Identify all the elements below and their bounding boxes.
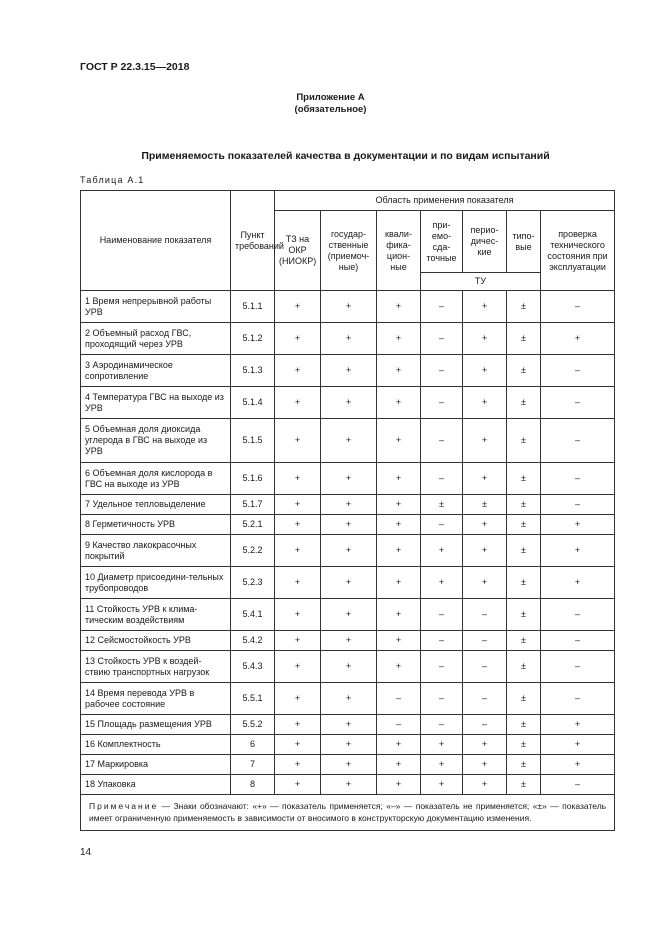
row-value: + [321, 495, 377, 515]
row-value: + [463, 567, 507, 599]
document-code: ГОСТ Р 22.3.15—2018 [80, 61, 190, 73]
applicability-table [80, 190, 615, 831]
row-value: + [377, 631, 421, 651]
row-value: – [541, 387, 615, 419]
row-value: + [377, 515, 421, 535]
appendix-title: Приложение А [296, 92, 365, 103]
row-value: + [321, 419, 377, 463]
row-name: 16 Комплектность [81, 735, 231, 755]
row-value: – [541, 775, 615, 795]
table-row [81, 355, 615, 387]
row-value: + [321, 515, 377, 535]
note-label: Примечание [89, 801, 159, 811]
row-value: – [541, 291, 615, 323]
row-value: ± [507, 535, 541, 567]
row-value: + [377, 599, 421, 631]
row-name: 14 Время перевода УРВ в рабочее состояние [81, 683, 231, 715]
row-value: + [463, 323, 507, 355]
table-row [81, 323, 615, 355]
row-value: + [463, 535, 507, 567]
row-value: + [377, 567, 421, 599]
row-value: + [541, 715, 615, 735]
row-value: + [377, 419, 421, 463]
row-value: + [321, 683, 377, 715]
row-value: – [541, 463, 615, 495]
note-text: — Знаки обозначают: «+» — показатель применяется; «–» — показатель не применяется; «±» — показатель имеет ограниченную применяемость в зависимости от вносимого в конструкторскую документацию изменения. [89, 801, 607, 823]
row-punkt: 5.4.2 [231, 631, 275, 651]
row-value: ± [507, 775, 541, 795]
row-value: + [377, 387, 421, 419]
row-value: – [421, 631, 463, 651]
row-value: + [421, 567, 463, 599]
row-value: ± [507, 323, 541, 355]
row-value: ± [507, 715, 541, 735]
table-row [81, 387, 615, 419]
col-header-tz: ТЗ на ОКР (НИОКР) [275, 211, 321, 291]
row-value: – [377, 683, 421, 715]
col-header-priem: при-емо-сда-точные [421, 211, 463, 273]
row-value: – [421, 463, 463, 495]
row-name: 17 Маркировка [81, 755, 231, 775]
row-value: – [377, 715, 421, 735]
row-punkt: 5.4.3 [231, 651, 275, 683]
row-value: + [321, 463, 377, 495]
table-row [81, 715, 615, 735]
row-value: + [275, 495, 321, 515]
row-value: + [321, 291, 377, 323]
row-name: 8 Герметичность УРВ [81, 515, 231, 535]
row-value: – [541, 355, 615, 387]
table-row [81, 535, 615, 567]
row-value: + [463, 291, 507, 323]
row-value: – [421, 355, 463, 387]
row-value: – [463, 599, 507, 631]
row-punkt: 5.4.1 [231, 599, 275, 631]
row-value: + [321, 323, 377, 355]
row-value: – [421, 651, 463, 683]
row-value: – [421, 683, 463, 715]
table-row [81, 735, 615, 755]
row-value: – [463, 651, 507, 683]
row-value: + [321, 651, 377, 683]
row-value: ± [507, 599, 541, 631]
row-value: ± [507, 735, 541, 755]
row-value: + [541, 323, 615, 355]
row-punkt: 5.2.1 [231, 515, 275, 535]
row-value: + [421, 735, 463, 755]
row-value: ± [507, 291, 541, 323]
row-punkt: 5.1.1 [231, 291, 275, 323]
row-value: + [275, 683, 321, 715]
col-header-prov: проверка технического состояния при эксплуатации [541, 211, 615, 291]
table-row [81, 775, 615, 795]
row-punkt: 5.5.1 [231, 683, 275, 715]
row-value: ± [507, 567, 541, 599]
row-value: + [275, 323, 321, 355]
row-punkt: 5.5.2 [231, 715, 275, 735]
col-header-name: Наименование показателя [81, 191, 231, 291]
section-title: Применяемость показателей качества в документации и по видам испытаний [141, 150, 550, 162]
appendix-status: (обязательное) [294, 104, 367, 115]
row-value: + [321, 755, 377, 775]
row-value: + [321, 387, 377, 419]
row-value: + [321, 535, 377, 567]
row-value: + [377, 463, 421, 495]
row-name: 15 Площадь размещения УРВ [81, 715, 231, 735]
row-value: ± [421, 495, 463, 515]
row-value: + [275, 535, 321, 567]
table-row [81, 683, 615, 715]
row-value: – [421, 387, 463, 419]
row-value: + [275, 567, 321, 599]
row-value: ± [507, 651, 541, 683]
row-punkt: 5.1.2 [231, 323, 275, 355]
row-value: + [541, 515, 615, 535]
row-value: – [421, 515, 463, 535]
row-value: + [541, 535, 615, 567]
row-value: + [275, 775, 321, 795]
row-value: + [321, 567, 377, 599]
table-row [81, 419, 615, 463]
row-value: – [421, 715, 463, 735]
table-row [81, 567, 615, 599]
col-header-punkt: Пункт требований [231, 191, 275, 291]
row-punkt: 8 [231, 775, 275, 795]
row-value: – [421, 419, 463, 463]
row-value: – [541, 683, 615, 715]
table-row [81, 631, 615, 651]
row-value: + [275, 355, 321, 387]
row-value: + [275, 735, 321, 755]
row-name: 6 Объемная доля кислорода в ГВС на выходе из УРВ [81, 463, 231, 495]
row-value: + [321, 599, 377, 631]
row-value: + [321, 715, 377, 735]
col-header-area: Область применения показателя [275, 191, 615, 211]
row-value: + [463, 735, 507, 755]
row-value: – [421, 599, 463, 631]
row-value: + [377, 535, 421, 567]
table-row [81, 599, 615, 631]
row-value: + [275, 387, 321, 419]
row-value: + [377, 323, 421, 355]
row-value: + [463, 515, 507, 535]
row-value: + [463, 387, 507, 419]
row-name: 10 Диаметр присоедини-тельных трубопроводов [81, 567, 231, 599]
row-value: – [421, 323, 463, 355]
row-punkt: 5.1.3 [231, 355, 275, 387]
row-value: – [541, 651, 615, 683]
row-value: + [377, 495, 421, 515]
row-punkt: 7 [231, 755, 275, 775]
row-name: 3 Аэродинамическое сопротивление [81, 355, 231, 387]
row-value: + [421, 755, 463, 775]
row-value: – [463, 683, 507, 715]
row-value: – [463, 715, 507, 735]
row-value: – [541, 631, 615, 651]
row-value: + [541, 735, 615, 755]
row-value: – [463, 631, 507, 651]
row-value: – [541, 495, 615, 515]
table-label: Таблица А.1 [80, 175, 145, 185]
row-value: + [275, 515, 321, 535]
row-value: + [321, 735, 377, 755]
row-name: 11 Стойкость УРВ к клима-тическим воздействиям [81, 599, 231, 631]
row-value: ± [507, 515, 541, 535]
table-row [81, 515, 615, 535]
row-value: ± [507, 495, 541, 515]
row-value: ± [507, 463, 541, 495]
col-header-kval: квали-фика-цион-ные [377, 211, 421, 291]
row-value: ± [507, 387, 541, 419]
row-value: + [321, 355, 377, 387]
col-header-tip: типо-вые [507, 211, 541, 273]
table-row [81, 755, 615, 775]
row-value: + [541, 567, 615, 599]
row-value: + [421, 535, 463, 567]
row-punkt: 5.1.4 [231, 387, 275, 419]
row-value: – [421, 291, 463, 323]
row-value: + [463, 463, 507, 495]
row-name: 9 Качество лакокрасочных покрытий [81, 535, 231, 567]
row-value: ± [507, 683, 541, 715]
row-value: ± [507, 631, 541, 651]
row-name: 12 Сейсмостойкость УРВ [81, 631, 231, 651]
table-row [81, 495, 615, 515]
row-value: + [421, 775, 463, 795]
row-punkt: 5.2.2 [231, 535, 275, 567]
row-name: 13 Стойкость УРВ к воздей-ствию транспортных нагрузок [81, 651, 231, 683]
row-value: + [377, 755, 421, 775]
row-value: + [321, 775, 377, 795]
row-value: + [275, 419, 321, 463]
row-value: + [463, 419, 507, 463]
row-value: + [275, 715, 321, 735]
row-value: + [275, 463, 321, 495]
row-value: + [275, 755, 321, 775]
row-punkt: 5.1.6 [231, 463, 275, 495]
row-value: + [377, 291, 421, 323]
table-note [81, 795, 615, 831]
row-value: + [377, 651, 421, 683]
table-row [81, 291, 615, 323]
row-value: + [275, 599, 321, 631]
page-number: 14 [80, 847, 92, 858]
table-row [81, 463, 615, 495]
row-value: + [463, 755, 507, 775]
row-value: ± [507, 755, 541, 775]
row-value: + [463, 355, 507, 387]
row-name: 4 Температура ГВС на выходе из УРВ [81, 387, 231, 419]
row-value: + [275, 651, 321, 683]
row-name: 7 Удельное тепловыделение [81, 495, 231, 515]
row-value: + [463, 775, 507, 795]
row-punkt: 5.2.3 [231, 567, 275, 599]
row-punkt: 6 [231, 735, 275, 755]
row-value: + [321, 631, 377, 651]
row-value: + [541, 755, 615, 775]
row-value: + [377, 775, 421, 795]
row-value: – [541, 419, 615, 463]
col-header-period: перио-дичес-кие [463, 211, 507, 273]
row-punkt: 5.1.5 [231, 419, 275, 463]
row-name: 1 Время непрерывной работы УРВ [81, 291, 231, 323]
row-punkt: 5.1.7 [231, 495, 275, 515]
row-value: + [275, 631, 321, 651]
col-header-tu: ТУ [421, 273, 541, 291]
row-value: + [377, 735, 421, 755]
row-value: ± [463, 495, 507, 515]
row-name: 5 Объемная доля диоксида углерода в ГВС на выходе из УРВ [81, 419, 231, 463]
row-value: – [541, 599, 615, 631]
appendix-heading [0, 92, 661, 116]
col-header-gos: государ-ственные (приемоч-ные) [321, 211, 377, 291]
table-row [81, 651, 615, 683]
row-value: ± [507, 355, 541, 387]
row-value: + [377, 355, 421, 387]
row-name: 2 Объемный расход ГВС, проходящий через УРВ [81, 323, 231, 355]
row-name: 18 Упаковка [81, 775, 231, 795]
row-value: + [275, 291, 321, 323]
row-value: ± [507, 419, 541, 463]
